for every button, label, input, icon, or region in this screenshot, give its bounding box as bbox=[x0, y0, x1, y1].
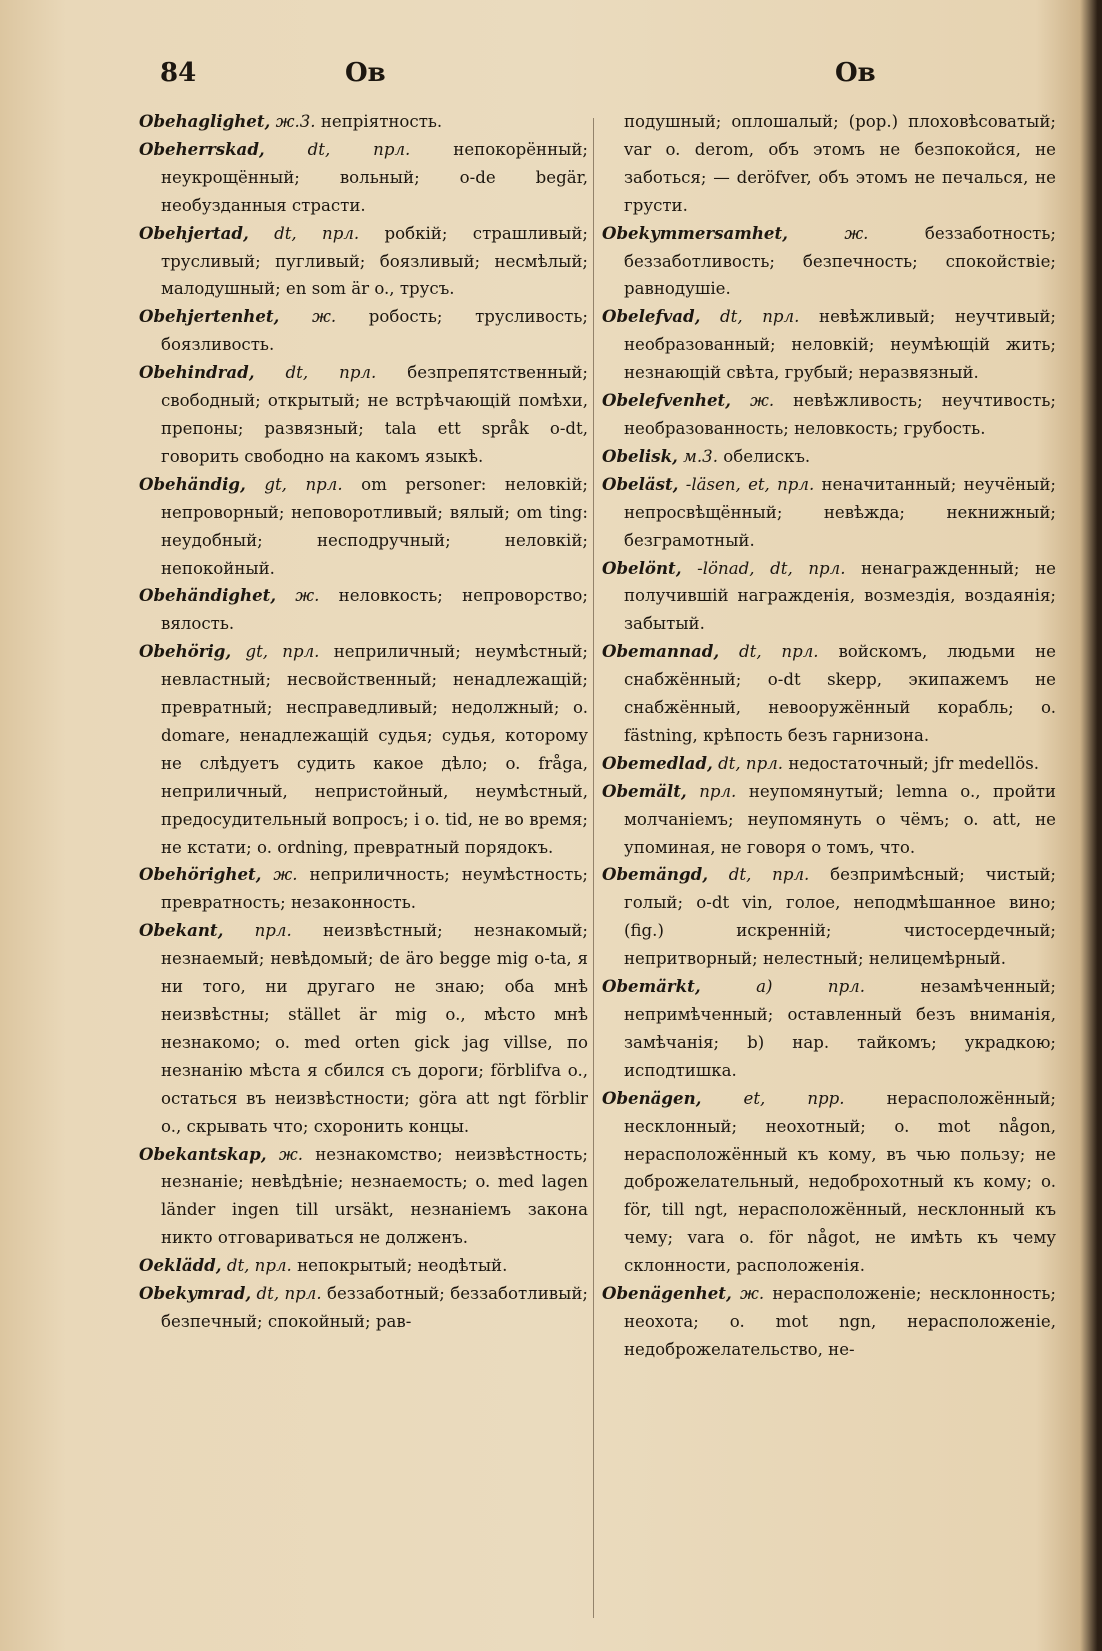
entry-headword: Obemängd, bbox=[602, 864, 708, 885]
entry-definition: подушный; оплошалый; (рор.) плоховѣсоватый; var o. derom, объ этомъ не безпокойся, не заботься; — deröfver, объ этомъ не печалься, не грусти. bbox=[624, 112, 1056, 215]
entry-grammar: dt, прл. bbox=[256, 1284, 322, 1304]
entry-definition: неизвѣстный; незнакомый; незнаемый; невѣдомый; de äro begge mig o-ta, я ни того, ни другаго не знаю; оба мнѣ неизвѣстны; stället är mig o., мѣсто мнѣ незнакомо; o. med orten gick jag villse, по незнанію мѣста я сбился съ дороги; förblifva o., остаться въ неизвѣстности; göra att ngt förblir o., скрывать что; схоронить концы. bbox=[161, 921, 589, 1136]
entry-definition: нерасположённый; несклонный; неохотный; o. mot någon, нерасположённый къ кому, въ чью пользу; не доброжелательный, недоброхотный къ кому; o. för, till ngt, нерасположённый, несклонный къ чему; vara o. för något, не имѣть къ чему склонности, расположенія. bbox=[624, 1088, 1056, 1276]
entry-grammar: dt, прл. bbox=[739, 642, 819, 662]
entry-grammar: м.3. bbox=[683, 446, 718, 466]
dictionary-entry bbox=[602, 555, 1056, 639]
entry-headword: Obenägen, bbox=[602, 1087, 702, 1108]
entry-grammar: -lönad, dt, прл. bbox=[697, 558, 846, 578]
page-header bbox=[0, 58, 1102, 98]
entry-grammar: ж. bbox=[273, 865, 298, 885]
entry-headword: Obekymmersamhet, bbox=[602, 222, 788, 243]
dictionary-entry bbox=[602, 220, 1056, 304]
dictionary-entry bbox=[139, 638, 588, 861]
entry-headword: Obemedlad, bbox=[602, 752, 713, 773]
left-column bbox=[139, 108, 588, 1336]
entry-headword: Obemannad, bbox=[602, 641, 720, 662]
dictionary-entry bbox=[139, 108, 588, 136]
entry-headword: Obehörighet, bbox=[139, 864, 262, 885]
entry-definition: беззаботность; беззаботливость; безпечность; спокойствіе; равнодушіе. bbox=[624, 223, 1056, 299]
dictionary-entry bbox=[139, 220, 588, 304]
entry-definition: ненагражденный; не получившій награжденія, возмездія, воздаянія; забытый. bbox=[624, 558, 1056, 634]
dictionary-entry bbox=[602, 471, 1056, 555]
entry-headword: Obekant, bbox=[139, 920, 224, 941]
entry-headword: Obelefvenhet, bbox=[602, 390, 731, 411]
entry-definition: непріятность. bbox=[320, 112, 443, 131]
entry-headword: Obelefvad, bbox=[602, 306, 701, 327]
entry-definition: неприличность; неумѣстность; превратность; незаконность. bbox=[161, 865, 588, 913]
dictionary-entry bbox=[602, 108, 1056, 220]
entry-definition: войскомъ, людьми не снабжённый; o-dt skepp, экипажемъ не снабжённый, невооружённый корабль; o. fästning, крѣпость безъ гарнизона. bbox=[624, 642, 1056, 745]
entry-definition: беззаботный; беззаботливый; безпечный; спокойный; рав- bbox=[161, 1284, 588, 1331]
entry-headword: Obehändig, bbox=[139, 473, 246, 494]
dictionary-entry bbox=[602, 1280, 1056, 1364]
dictionary-entry bbox=[602, 387, 1056, 443]
entry-headword: Obekantskap, bbox=[139, 1143, 267, 1164]
entry-grammar: ж. bbox=[749, 391, 775, 411]
entry-headword: Obelönt, bbox=[602, 557, 682, 578]
dictionary-entry bbox=[139, 917, 588, 1140]
entry-definition: непокрытый; неодѣтый. bbox=[297, 1256, 508, 1276]
entry-grammar: ж. bbox=[844, 223, 869, 243]
entry-grammar: ж. bbox=[311, 307, 337, 327]
dictionary-entry bbox=[139, 1280, 588, 1336]
dictionary-entry bbox=[139, 471, 588, 583]
entry-headword: Obehjertenhet, bbox=[139, 306, 280, 327]
entry-definition: безпрепятственный; свободный; открытый; не встрѣчающій помѣхи, препоны; развязный; tala ett språk o-dt, говорить свободно на какомъ языкѣ. bbox=[161, 363, 588, 466]
entry-definition: обелискъ. bbox=[723, 446, 811, 466]
dictionary-entry bbox=[139, 861, 588, 917]
dictionary-entry bbox=[139, 303, 588, 359]
entry-grammar: dt, прл. bbox=[720, 307, 800, 327]
entry-definition: робкій; страшливый; трусливый; пугливый; боязливый; несмѣлый; малодушный; en som är o., трусъ. bbox=[161, 223, 588, 299]
dictionary-entry bbox=[602, 1085, 1056, 1280]
entry-definition: непокорённый; неукрощённый; вольный; o-de begär, необузданныя страсти. bbox=[161, 139, 588, 215]
entry-headword: Obemält, bbox=[602, 780, 687, 801]
dictionary-entry bbox=[602, 443, 1056, 471]
entry-headword: Obeherrskad, bbox=[139, 138, 265, 159]
dictionary-entry bbox=[602, 973, 1056, 1085]
entry-definition: робость; трусливость; боязливость. bbox=[161, 307, 588, 355]
entry-definition: неприличный; неумѣстный; невластный; несвойственный; ненадлежащій; превратный; несправедливый; недолжный; o. domare, ненадлежащій судья; судья, которому не слѣдуетъ судить какое дѣло; o. fråga, неприличный, непристойный, неумѣстный, предосудительный вопросъ; i o. tid, не во время; не кстати; o. ordning, превратный порядокъ. bbox=[161, 642, 588, 857]
entry-headword: Obeläst, bbox=[602, 473, 679, 494]
entry-headword: Obekymrad, bbox=[139, 1283, 252, 1304]
entry-definition: неловкость; непроворство; вялость. bbox=[161, 586, 588, 634]
entry-definition: безпримѣсный; чистый; голый; o-dt vin, голое, неподмѣшанное вино; (fig.) искренній; чистосердечный; непритворный; нелестный; нелицемѣрный. bbox=[624, 865, 1056, 969]
dictionary-entry bbox=[602, 750, 1056, 778]
dictionary-entry bbox=[139, 582, 588, 638]
right-running-title: Ов bbox=[835, 58, 876, 88]
entry-definition: неначитанный; неучёный; непросвѣщённый; невѣжда; некнижный; безграмотный. bbox=[624, 474, 1056, 550]
dictionary-entry bbox=[139, 136, 588, 220]
dictionary-entry bbox=[602, 638, 1056, 750]
entry-definition: om personer: неловкій; непроворный; неповоротливый; вялый; om ting: неудобный; несподручный; неловкій; непокойный. bbox=[161, 474, 588, 578]
entry-headword: Obemärkt, bbox=[602, 976, 701, 997]
dictionary-entry bbox=[602, 861, 1056, 973]
entry-headword: Obenägenhet, bbox=[602, 1283, 732, 1304]
entry-grammar: ж. bbox=[739, 1284, 765, 1304]
left-running-title: Ов bbox=[345, 58, 386, 88]
entry-grammar: dt, прл. bbox=[226, 1256, 292, 1276]
entry-grammar: et, прр. bbox=[743, 1088, 845, 1108]
column-divider bbox=[593, 118, 594, 1618]
dictionary-entry bbox=[139, 1252, 588, 1280]
entry-grammar: dt, прл. bbox=[728, 865, 810, 885]
dictionary-entry bbox=[139, 359, 588, 471]
entry-grammar: dt, прл. bbox=[285, 363, 377, 383]
entry-headword: Oeklädd, bbox=[139, 1255, 222, 1276]
entry-headword: Obehindrad, bbox=[139, 362, 255, 383]
entry-headword: Obehjertad, bbox=[139, 222, 249, 243]
entry-headword: Obehändighet, bbox=[139, 585, 277, 606]
entry-definition: незамѣченный; непримѣченный; оставленный безъ вниманія, замѣчанія; b) нар. тайкомъ; украдкою; исподтишка. bbox=[624, 977, 1056, 1080]
entry-headword: Obehörig, bbox=[139, 641, 232, 662]
entry-definition: неупомянутый; lemna o., пройти молчаніемъ; неупомянуть о чёмъ; o. att, не упоминая, не говоря о томъ, что. bbox=[624, 781, 1056, 857]
entry-grammar: -läsen, et, прл. bbox=[685, 474, 815, 494]
entry-grammar: gt, прл. bbox=[245, 642, 320, 662]
entry-grammar: ж. bbox=[295, 586, 320, 606]
entry-headword: Obelisk, bbox=[602, 445, 678, 466]
entry-grammar: прл. bbox=[699, 781, 737, 801]
entry-grammar: dt, прл. bbox=[718, 753, 784, 773]
entry-grammar: ж. bbox=[278, 1144, 303, 1164]
entry-headword: Obehaglighet, bbox=[139, 111, 271, 131]
entry-definition: невѣжливость; неучтивость; необразованность; неловкость; грубость. bbox=[624, 391, 1056, 438]
right-column bbox=[602, 108, 1056, 1364]
dictionary-entry bbox=[602, 778, 1056, 862]
entry-grammar: ж.3. bbox=[275, 112, 316, 131]
entry-grammar: dt, прл. bbox=[307, 139, 411, 159]
entry-grammar: a) прл. bbox=[756, 977, 866, 997]
entry-definition: недостаточный; jfr medellös. bbox=[788, 753, 1040, 773]
dictionary-entry bbox=[602, 303, 1056, 387]
entry-grammar: прл. bbox=[254, 921, 292, 941]
entry-grammar: gt, прл. bbox=[264, 474, 343, 494]
dictionary-entry bbox=[139, 1141, 588, 1253]
entry-grammar: dt, прл. bbox=[274, 223, 360, 243]
page-number: 84 bbox=[160, 58, 197, 88]
entry-definition: нерасположеніе; несклонность; неохота; o. mot ngn, нерасположеніе, недоброжелательство, не- bbox=[624, 1284, 1056, 1359]
entry-definition: незнакомство; неизвѣстность; незнаніе; невѣдѣніе; незнаемость; o. med lagen länder ingen till ursäkt, незнаніемъ закона никто отговариваться не долженъ. bbox=[161, 1144, 588, 1248]
entry-definition: невѣжливый; неучтивый; необразованный; неловкій; неумѣющій жить; незнающій свѣта, грубый; неразвязный. bbox=[624, 307, 1057, 383]
